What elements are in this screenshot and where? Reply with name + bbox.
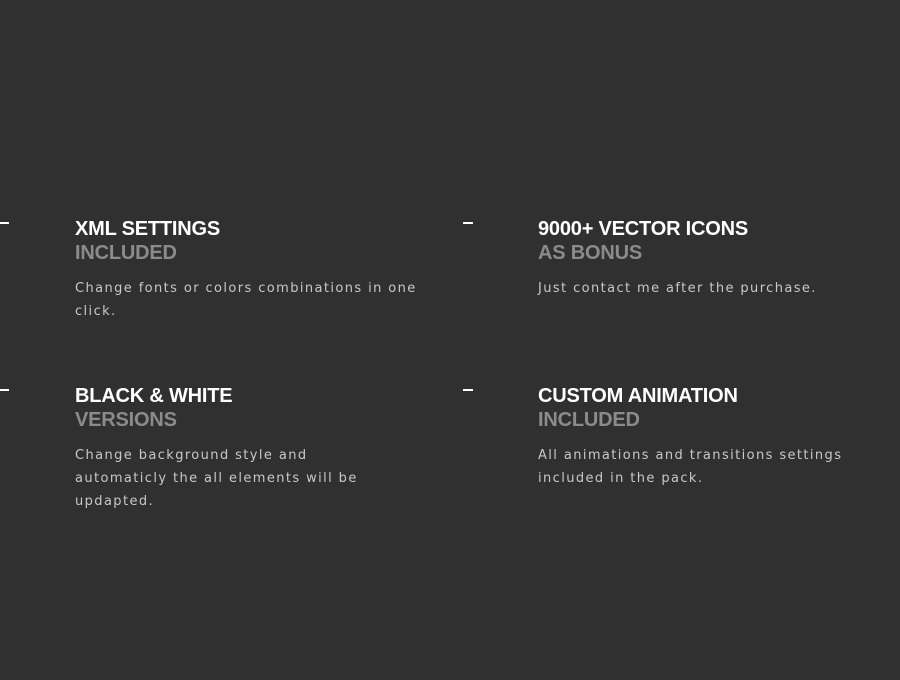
- dash-icon: [463, 389, 473, 391]
- feature-subtitle: VERSIONS: [75, 409, 177, 431]
- feature-subtitle: INCLUDED: [75, 242, 177, 264]
- feature-description: Just contact me after the purchase.: [538, 281, 817, 296]
- feature-description: Change background style and automaticly the all elements will be updapted.: [75, 448, 358, 509]
- feature-subtitle: INCLUDED: [538, 409, 640, 431]
- feature-title: 9000+ VECTOR ICONS: [538, 218, 749, 240]
- feature-title: CUSTOM ANIMATION: [538, 385, 738, 407]
- feature-description: All animations and transitions settings included in the pack.: [538, 448, 843, 486]
- feature-title: XML SETTINGS: [75, 218, 221, 240]
- feature-description: Change fonts or colors combinations in one click.: [75, 281, 417, 319]
- feature-title: BLACK & WHITE: [75, 385, 233, 407]
- dash-icon: [463, 222, 473, 224]
- feature-subtitle: AS BONUS: [538, 242, 642, 264]
- dash-icon: [0, 389, 9, 391]
- dash-icon: [0, 222, 9, 224]
